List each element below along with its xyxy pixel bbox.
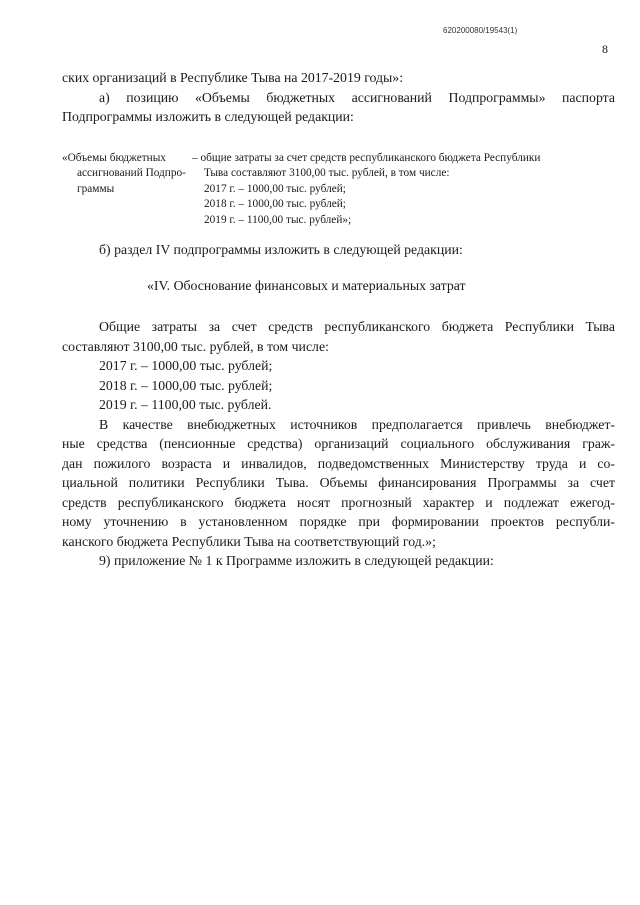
total-costs-line-2: составляют 3100,00 тыс. рублей, в том числе: — [62, 338, 329, 354]
year-line: 2017 г. – 1000,00 тыс. рублей; — [99, 358, 273, 373]
passport-position-table — [62, 151, 615, 229]
passport-label-line: «Объемы бюджетных — [62, 151, 166, 164]
paragraph-b: б) раздел IV подпрограммы изложить в следующей редакции: — [99, 242, 463, 257]
paragraph-continuation: ских организаций в Республике Тыва на 2017-2019 годы»: — [62, 70, 404, 85]
year-line: 2019 г. – 1100,00 тыс. рублей. — [99, 397, 272, 412]
passport-label-line: граммы — [77, 182, 115, 195]
paragraph-a-line-1: а) позицию «Объемы бюджетных ассигнований Подпрограммы» паспорта — [99, 89, 615, 105]
page-number: 8 — [602, 42, 608, 56]
passport-label-line: ассигнований Подпро- — [77, 167, 186, 179]
passport-year-line: 2018 г. – 1000,00 тыс. рублей; — [204, 198, 346, 210]
extra-budget-line: циальной политики Республики Тыва. Объемы финансирования Программы за счет — [62, 475, 615, 490]
passport-year-line: 2017 г. – 1000,00 тыс. рублей; — [204, 182, 346, 195]
document-id: 620200080/19543(1) — [443, 26, 518, 35]
extra-budget-line: В качестве внебюджетных источников предполагается привлечь внебюджет- — [99, 416, 615, 432]
paragraph-a-line-2: Подпрограммы изложить в следующей редакции: — [62, 109, 354, 124]
passport-year-line: 2019 г. – 1100,00 тыс. рублей»; — [204, 213, 352, 226]
extra-budget-line: средств республиканского бюджета носят прогнозный характер и подлежат ежегод- — [62, 494, 615, 510]
extra-budget-line: ные средства (пенсионные средства) организаций социального обслуживания граж- — [62, 436, 615, 451]
total-costs-line-1: Общие затраты за счет средств республиканского бюджета Республики Тыва — [99, 319, 615, 334]
extra-budget-line: канского бюджета Республики Тыва на соответствующий год.»; — [62, 533, 436, 549]
passport-value-line: Тыва составляют 3100,00 тыс. рублей, в том числе: — [204, 167, 450, 179]
year-line: 2018 г. – 1000,00 тыс. рублей; — [99, 377, 273, 393]
extra-budget-line: ному уточнению в установленном порядке при формировании проектов республи- — [62, 514, 615, 529]
section-heading: «IV. Обоснование финансовых и материальных затрат — [147, 277, 466, 293]
passport-position-label — [62, 151, 192, 229]
document-body — [62, 68, 615, 571]
extra-budget-line: дан пожилого возраста и инвалидов, подведомственных Министерству труда и со- — [62, 455, 615, 471]
passport-position-value — [192, 151, 615, 229]
paragraph-9: 9) приложение № 1 к Программе изложить в следующей редакции: — [99, 553, 494, 568]
passport-value-line: – общие затраты за счет средств республиканского бюджета Республики — [192, 151, 541, 164]
